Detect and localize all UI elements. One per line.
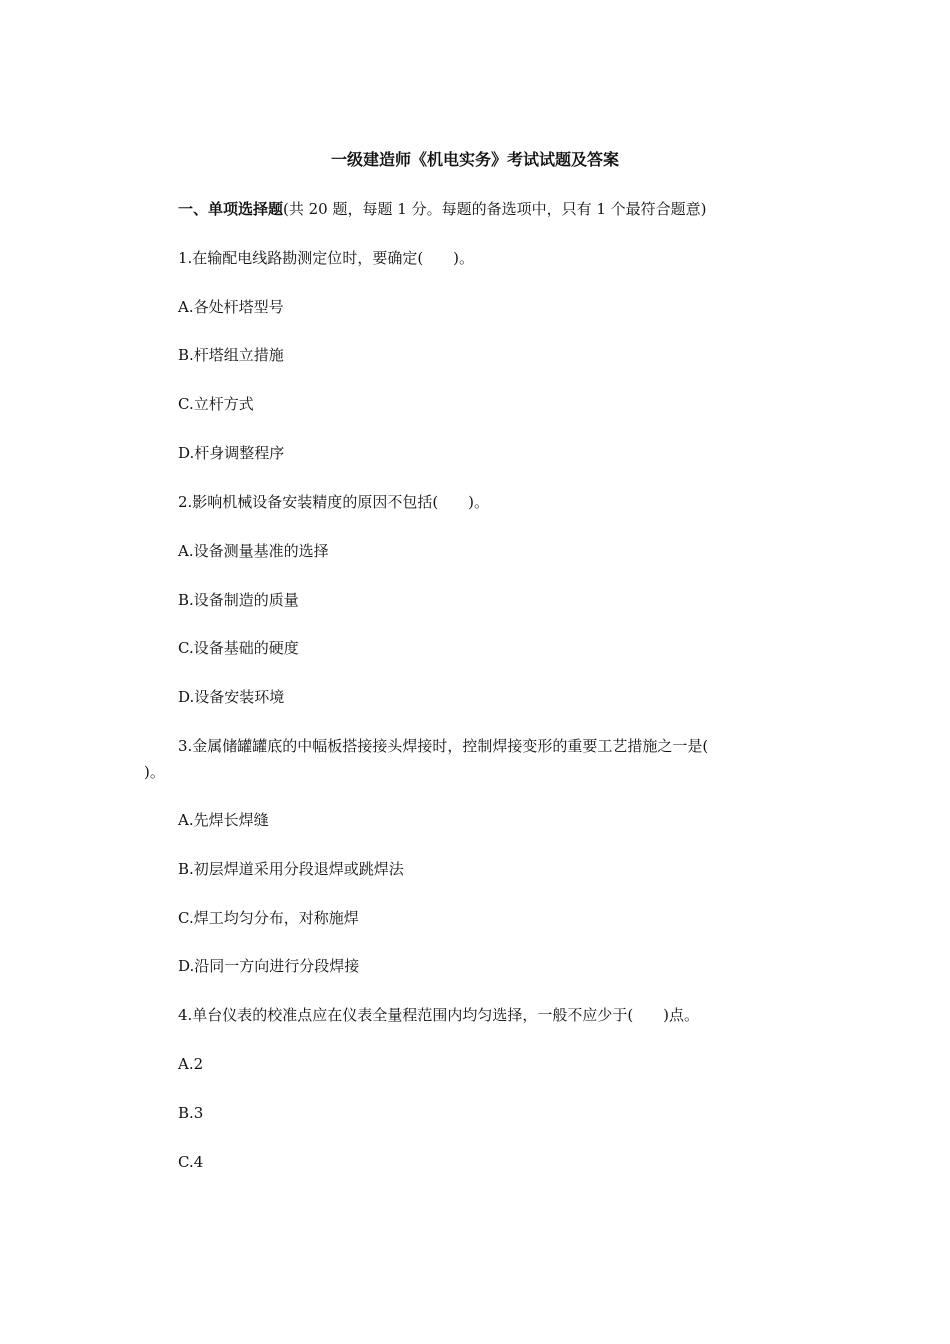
option-d: D.沿同一方向进行分段焊接 (178, 957, 360, 975)
section-heading: 一、单项选择题 (178, 200, 284, 218)
option-d: D.设备安装环境 (178, 688, 285, 706)
option-b: B.设备制造的质量 (178, 591, 299, 609)
section-note: (共 20 题，每题 1 分。每题的备选项中，只有 1 个最符合题意) (283, 200, 707, 218)
option-c: C.焊工均匀分布，对称施焊 (178, 909, 359, 927)
question-stem: 2.影响机械设备安装精度的原因不包括( )。 (178, 493, 490, 511)
question-stem: 4.单台仪表的校准点应在仪表全量程范围内均匀选择，一般不应少于( )点。 (178, 1006, 700, 1024)
option-b: B.3 (178, 1104, 204, 1122)
option-b: B.初层焊道采用分段退焊或跳焊法 (178, 860, 404, 878)
option-a: A.先焊长焊缝 (178, 811, 269, 829)
option-d: D.杆身调整程序 (178, 444, 285, 462)
option-c: C.4 (178, 1153, 204, 1171)
option-a: A.设备测量基准的选择 (178, 542, 329, 560)
option-b: B.杆塔组立措施 (178, 346, 284, 364)
option-a: A.各处杆塔型号 (178, 298, 284, 316)
question-stem: 3.金属储罐罐底的中幅板搭接接头焊接时，控制焊接变形的重要工艺措施之一是( (178, 737, 709, 755)
section-header (178, 197, 707, 221)
option-c: C.立杆方式 (178, 395, 254, 413)
question-stem: 1.在输配电线路勘测定位时，要确定( )。 (178, 249, 475, 267)
document-title: 一级建造师《机电实务》考试试题及答案 (330, 150, 619, 169)
question-stem-continuation: )。 (144, 763, 165, 781)
option-a: A.2 (178, 1055, 204, 1073)
option-c: C.设备基础的硬度 (178, 639, 299, 657)
